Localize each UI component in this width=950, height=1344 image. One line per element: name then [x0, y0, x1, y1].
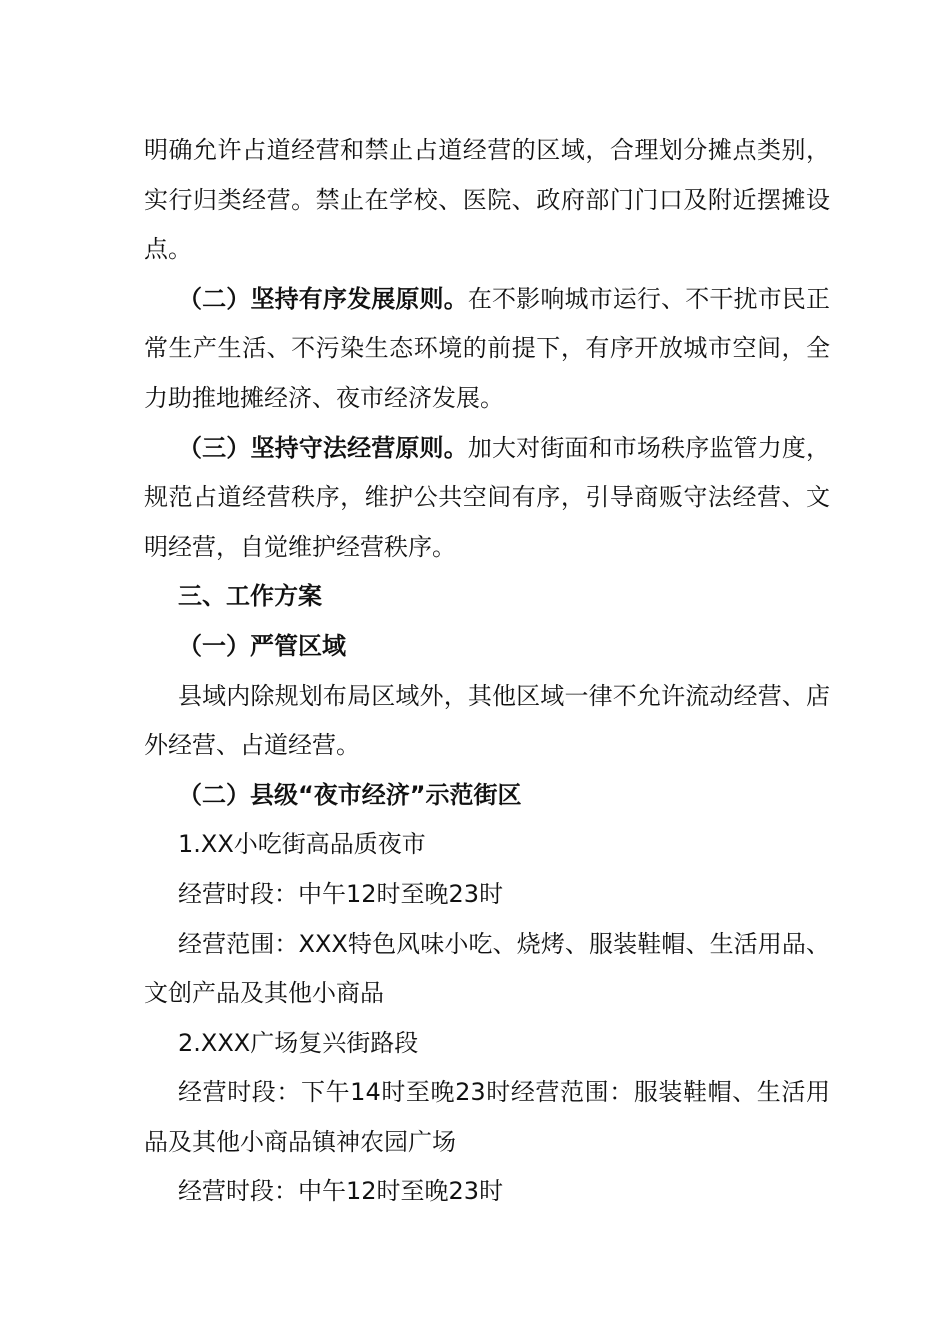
paragraph-text: 2.XXX广场复兴街路段 [178, 1028, 419, 1057]
paragraph-strict-area [144, 672, 830, 771]
paragraph-hours-1 [144, 870, 830, 920]
section-heading-text: 三、工作方案 [178, 582, 322, 611]
paragraph-text: 明确允许占道经营和禁止占道经营的区域，合理划分摊点类别，实行归类经营。禁止在学校、医院、政府部门门口及附近摆摊设点。 [144, 136, 830, 264]
list-item-square-street [144, 1019, 830, 1069]
paragraph-text: 加大对街面和市场秩序监管力度，规范占道经营秩序，维护公共空间有序，引导商贩守法经营、文明经营，自觉维护经营秩序。 [144, 433, 831, 561]
paragraph-text: 经营范围：XXX特色风味小吃、烧烤、服装鞋帽、生活用品、文创产品及其他小商品 [144, 929, 830, 1008]
paragraph-lawful-operation [144, 424, 830, 573]
subsection-heading-text: （一）严管区域 [178, 631, 346, 660]
paragraph-zoning-continued [144, 126, 830, 275]
paragraph-text: 在不影响城市运行、不干扰市民正常生产生活、不污染生态环境的前提下，有序开放城市空间，全力助推地摊经济、夜市经济发展。 [144, 284, 831, 412]
paragraph-text: 县域内除规划布局区域外，其他区域一律不允许流动经营、店外经营、占道经营。 [144, 681, 830, 760]
document-body [144, 126, 830, 1217]
subsection-heading-text: （二）县级“夜市经济”示范街区 [178, 780, 522, 809]
paragraph-hours-3 [144, 1167, 830, 1217]
paragraph-heading: （三）坚持守法经营原则。 [178, 433, 468, 462]
subsection-heading-strict-area [144, 622, 830, 672]
paragraph-heading: （二）坚持有序发展原则。 [178, 284, 468, 313]
paragraph-text: 经营时段：中午12时至晚23时 [178, 1177, 504, 1206]
paragraph-hours-scope-2 [144, 1068, 830, 1167]
paragraph-orderly-development [144, 275, 830, 424]
subsection-heading-night-market [144, 771, 830, 821]
list-item-snack-street [144, 820, 830, 870]
section-heading-work-plan [144, 572, 830, 622]
paragraph-text: 1.XX小吃街高品质夜市 [178, 830, 426, 859]
paragraph-scope-1 [144, 920, 830, 1019]
paragraph-text: 经营时段：中午12时至晚23时 [178, 879, 504, 908]
paragraph-text: 经营时段：下午14时至晚23时经营范围：服装鞋帽、生活用品及其他小商品镇神农园广场 [144, 1078, 830, 1156]
